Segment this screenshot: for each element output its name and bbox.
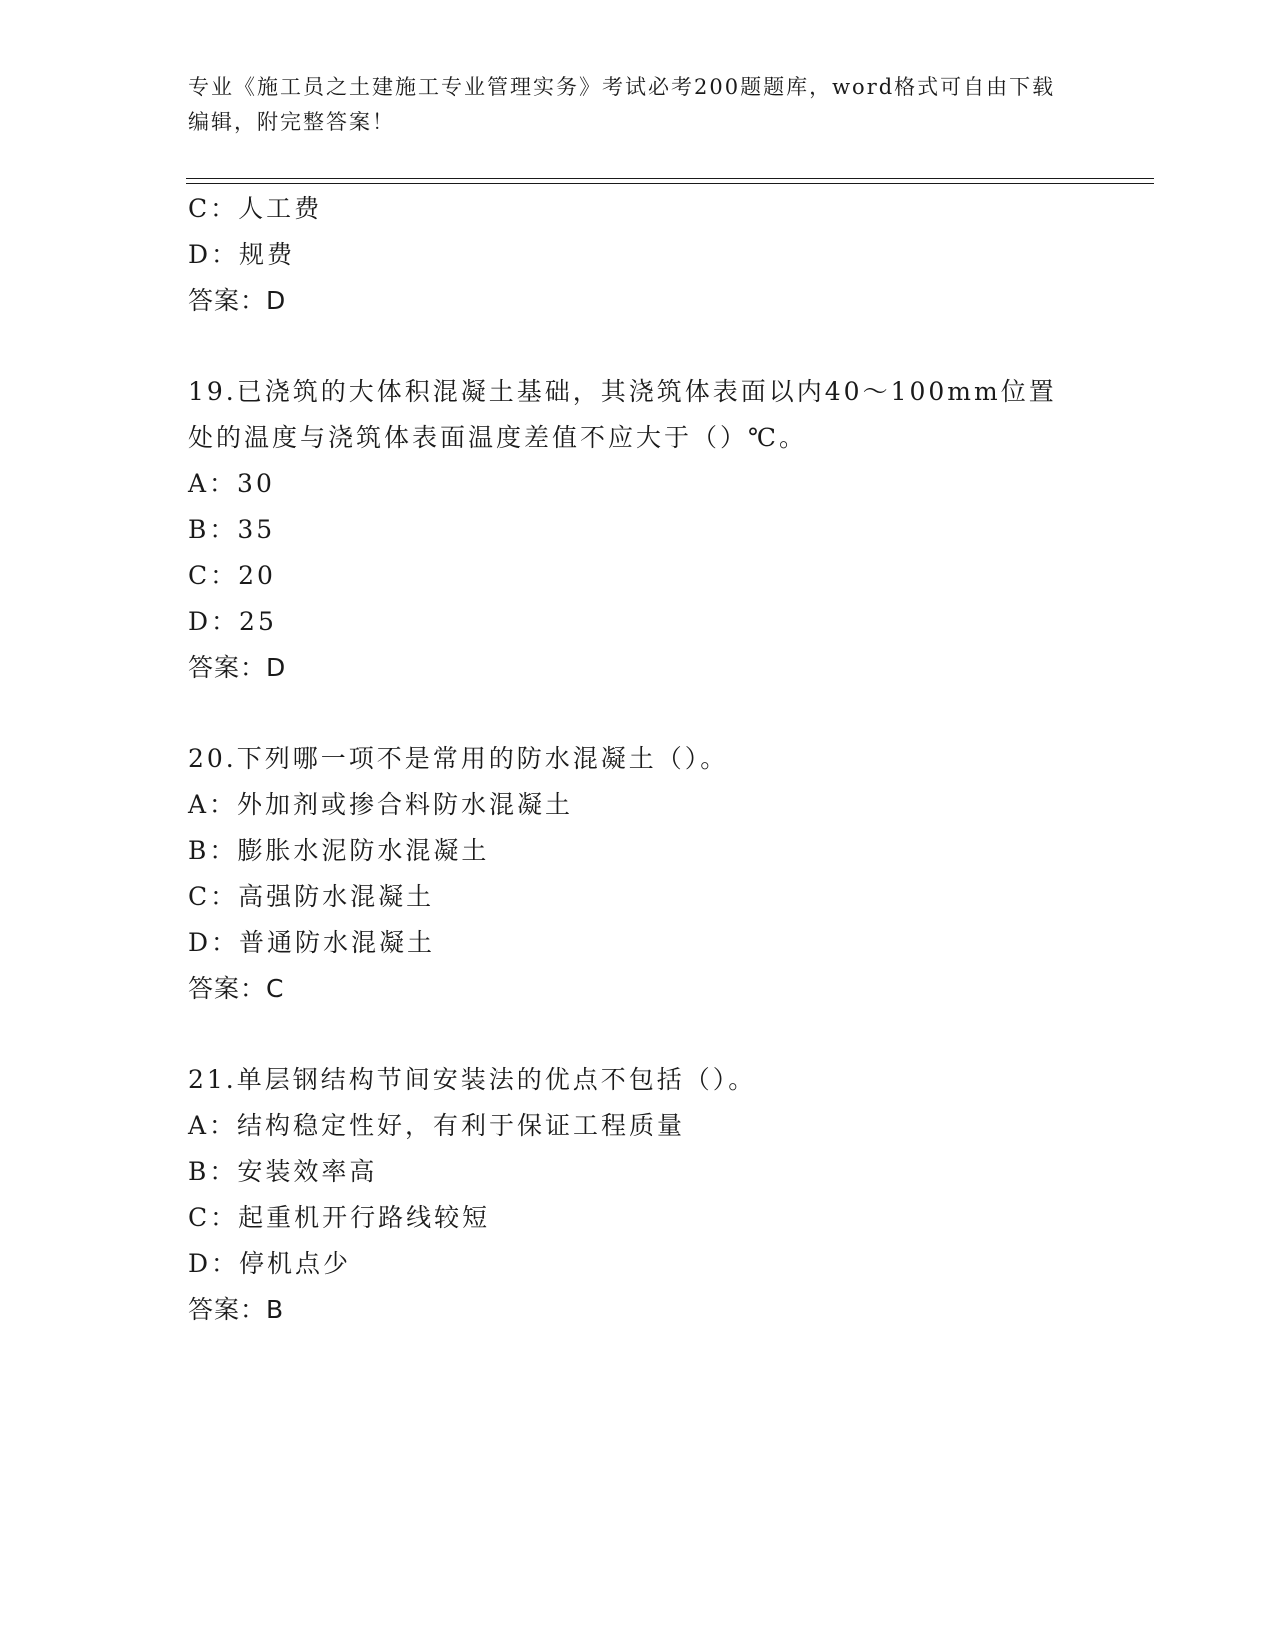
answer-line: 答案：D [188, 653, 287, 682]
option-d: D：普通防水混凝土 [188, 928, 436, 957]
question-19 [188, 369, 1088, 691]
option-b: B：膨胀水泥防水混凝土 [188, 836, 490, 865]
question-stem: 21.单层钢结构节间安装法的优点不包括（）。 [188, 1065, 757, 1094]
question-stem: 19.已浇筑的大体积混凝土基础，其浇筑体表面以内40～100mm位置处的温度与浇筑体表面温度差值不应大于（）℃。 [188, 377, 1057, 452]
option-d: D：规费 [188, 240, 296, 269]
question-21 [188, 1057, 1088, 1333]
option-b: B：35 [188, 515, 276, 544]
answer-line: 答案：C [188, 974, 285, 1003]
header-divider-bottom [186, 183, 1154, 184]
question-stem: 20.下列哪一项不是常用的防水混凝土（）。 [188, 744, 729, 773]
option-a: A：外加剂或掺合料防水混凝土 [188, 790, 574, 819]
option-a: A：30 [188, 469, 275, 498]
option-d: D：停机点少 [188, 1249, 352, 1278]
header-divider-top [186, 178, 1154, 179]
option-c: C：起重机开行路线较短 [188, 1203, 491, 1232]
option-a: A：结构稳定性好，有利于保证工程质量 [188, 1111, 686, 1140]
option-b: B：安装效率高 [188, 1157, 378, 1186]
carryover-question [188, 186, 1088, 324]
answer-line: 答案：B [188, 1295, 285, 1324]
answer-line: 答案：D [188, 286, 287, 315]
option-c: C：20 [188, 561, 276, 590]
option-d: D：25 [188, 607, 277, 636]
document-header: 专业《施工员之土建施工专业管理实务》考试必考200题题库，word格式可自由下载编辑，附完整答案！ [188, 75, 1056, 134]
question-list [188, 186, 1088, 1333]
question-20 [188, 736, 1088, 1012]
option-c: C：人工费 [188, 194, 323, 223]
option-c: C：高强防水混凝土 [188, 882, 435, 911]
